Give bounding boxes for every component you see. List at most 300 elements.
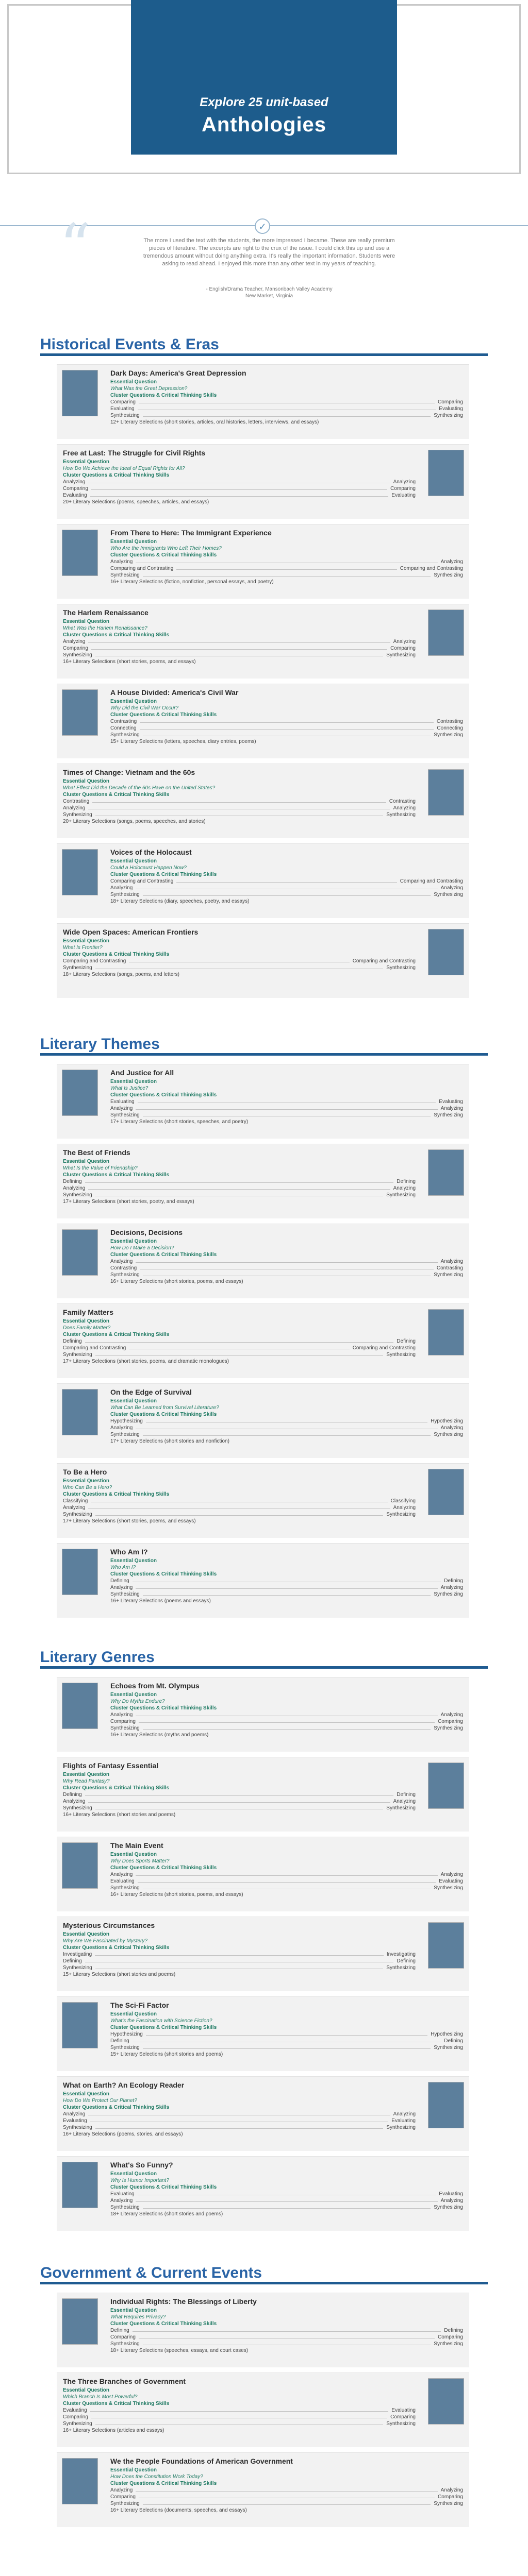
card-title: A House Divided: America's Civil War bbox=[110, 688, 239, 697]
essential-label: Essential Question bbox=[110, 379, 157, 385]
essential-question: What Is Frontier? bbox=[63, 945, 103, 951]
skill: Synthesizing bbox=[63, 1192, 92, 1198]
skill: Evaluating bbox=[439, 1099, 463, 1105]
skill: Analyzing bbox=[393, 1799, 416, 1804]
card-title: On the Edge of Survival bbox=[110, 1388, 192, 1396]
card-title: The Sci-Fi Factor bbox=[110, 2001, 169, 2009]
skill: Hypothesizing bbox=[431, 2031, 463, 2037]
skill: Defining bbox=[397, 1958, 416, 1964]
skill: Analyzing bbox=[63, 1185, 86, 1191]
skill: Synthesizing bbox=[110, 2205, 140, 2210]
skill: Analyzing bbox=[440, 1872, 463, 1877]
cluster-label: Cluster Questions & Critical Thinking Skills bbox=[63, 1945, 170, 1951]
skill: Evaluating bbox=[110, 1099, 135, 1105]
essential-label: Essential Question bbox=[63, 459, 110, 465]
skill: Comparing bbox=[438, 399, 463, 405]
anthology-card[interactable] bbox=[57, 1757, 469, 1832]
essential-label: Essential Question bbox=[63, 1772, 110, 1777]
anthology-card[interactable] bbox=[57, 2076, 469, 2151]
book-cover-image bbox=[428, 1922, 464, 1969]
skill: Comparing bbox=[110, 399, 136, 405]
essential-label: Essential Question bbox=[63, 619, 110, 624]
skill: Comparing bbox=[390, 2414, 416, 2420]
skill: Evaluating bbox=[391, 2408, 416, 2413]
cluster-label: Cluster Questions & Critical Thinking Skills bbox=[110, 712, 217, 718]
skill: Analyzing bbox=[63, 639, 86, 645]
card-title: The Best of Friends bbox=[63, 1148, 130, 1157]
selections: 15+ Literary Selections (short stories and poems) bbox=[110, 2052, 223, 2057]
skill: Defining bbox=[444, 1578, 463, 1584]
skill: Contrasting bbox=[110, 719, 137, 724]
anthology-card[interactable] bbox=[57, 843, 469, 918]
card-title: Flights of Fantasy Essential bbox=[63, 1761, 159, 1770]
skill: Defining bbox=[110, 2328, 129, 2333]
skill: Defining bbox=[63, 1179, 82, 1184]
skill: Connecting bbox=[110, 725, 137, 731]
card-title: Decisions, Decisions bbox=[110, 1228, 183, 1236]
section-rule bbox=[40, 353, 488, 356]
cluster-label: Cluster Questions & Critical Thinking Skills bbox=[110, 1092, 217, 1098]
cluster-label: Cluster Questions & Critical Thinking Skills bbox=[63, 792, 170, 798]
anthology-card[interactable] bbox=[57, 1996, 469, 2071]
card-title: Wide Open Spaces: American Frontiers bbox=[63, 928, 199, 936]
selections: 16+ Literary Selections (short stories and poems) bbox=[63, 1812, 176, 1818]
essential-label: Essential Question bbox=[63, 2387, 110, 2393]
book-cover-image bbox=[428, 929, 464, 975]
anthology-card[interactable] bbox=[57, 1677, 469, 1752]
skill: Contrasting bbox=[110, 1265, 137, 1271]
skill: Synthesizing bbox=[63, 1805, 92, 1811]
selections: 17+ Literary Selections (short stories, poems, and essays) bbox=[63, 1518, 196, 1524]
book-cover-image bbox=[62, 1229, 98, 1276]
selections: 16+ Literary Selections (short stories, poems, and essays) bbox=[63, 659, 196, 665]
book-cover-image bbox=[62, 1683, 98, 1729]
skill: Comparing and Contrasting bbox=[63, 1345, 126, 1351]
skill: Synthesizing bbox=[110, 2501, 140, 2506]
cluster-label: Cluster Questions & Critical Thinking Skills bbox=[63, 1785, 170, 1791]
essential-label: Essential Question bbox=[110, 699, 157, 704]
essential-question: What Is the Value of Friendship? bbox=[63, 1165, 138, 1171]
skill: Defining bbox=[63, 1958, 82, 1964]
skill: Synthesizing bbox=[434, 1591, 463, 1597]
skill: Synthesizing bbox=[110, 1432, 140, 1437]
anthology-card[interactable] bbox=[57, 1917, 469, 1991]
book-cover-image bbox=[62, 2458, 98, 2504]
skill: Analyzing bbox=[440, 1585, 463, 1590]
skill: Analyzing bbox=[110, 1712, 133, 1718]
card-title: Dark Days: America's Great Depression bbox=[110, 369, 246, 377]
skill: Synthesizing bbox=[434, 2045, 463, 2050]
skill: Analyzing bbox=[63, 1799, 86, 1804]
essential-question: Who Are the Immigrants Who Left Their Homes? bbox=[110, 546, 222, 551]
skill: Analyzing bbox=[440, 1259, 463, 1264]
skill: Comparing and Contrasting bbox=[352, 958, 416, 964]
skill: Analyzing bbox=[63, 479, 86, 485]
essential-question: Why Do Myths Endure? bbox=[110, 1699, 165, 1704]
skill: Analyzing bbox=[63, 805, 86, 811]
anthology-card[interactable] bbox=[57, 604, 469, 679]
essential-label: Essential Question bbox=[110, 1558, 157, 1564]
book-cover-image bbox=[428, 2378, 464, 2425]
skill: Synthesizing bbox=[63, 812, 92, 818]
skill: Synthesizing bbox=[110, 572, 140, 578]
skill: Analyzing bbox=[110, 1106, 133, 1111]
skill: Evaluating bbox=[439, 1878, 463, 1884]
card-title: The Three Branches of Government bbox=[63, 2377, 186, 2385]
anthology-card[interactable] bbox=[57, 1303, 469, 1378]
book-cover-image bbox=[428, 769, 464, 816]
skill: Defining bbox=[110, 2038, 129, 2044]
anthology-card[interactable] bbox=[57, 2372, 469, 2447]
book-cover-image bbox=[62, 849, 98, 895]
skill: Comparing bbox=[110, 2494, 136, 2500]
skill: Analyzing bbox=[393, 805, 416, 811]
skill: Analyzing bbox=[63, 2111, 86, 2117]
essential-label: Essential Question bbox=[63, 1318, 110, 1324]
essential-question: How Do We Protect Our Planet? bbox=[63, 2098, 137, 2104]
essential-question: Who Am I? bbox=[110, 1565, 136, 1570]
skill: Investigating bbox=[386, 1952, 416, 1957]
skill: Synthesizing bbox=[434, 732, 463, 738]
anthology-card[interactable] bbox=[57, 923, 469, 998]
skill: Synthesizing bbox=[386, 1965, 416, 1971]
card-title: Voices of the Holocaust bbox=[110, 848, 192, 856]
skill: Synthesizing bbox=[110, 1272, 140, 1278]
skill: Analyzing bbox=[393, 2111, 416, 2117]
skill: Evaluating bbox=[63, 493, 87, 498]
anthology-card[interactable] bbox=[57, 1837, 469, 1911]
essential-question: What Effect Did the Decade of the 60s Have on the United States? bbox=[63, 785, 216, 791]
selections: 17+ Literary Selections (short stories, poetry, and essays) bbox=[63, 1199, 194, 1205]
card-title: Times of Change: Vietnam and the 60s bbox=[63, 768, 195, 776]
card-title: We the People Foundations of American Government bbox=[110, 2457, 293, 2465]
skill: Synthesizing bbox=[434, 2501, 463, 2506]
anthology-card[interactable] bbox=[57, 1064, 469, 1139]
selections: 17+ Literary Selections (short stories, speeches, and poetry) bbox=[110, 1119, 249, 1125]
essential-question: Which Branch Is Most Powerful? bbox=[63, 2394, 138, 2400]
selections: 18+ Literary Selections (short stories and poems) bbox=[110, 2211, 223, 2217]
selections: 16+ Literary Selections (documents, speeches, and essays) bbox=[110, 2507, 247, 2513]
skill: Analyzing bbox=[440, 1712, 463, 1718]
skill: Defining bbox=[63, 1792, 82, 1798]
skill: Comparing bbox=[438, 2334, 463, 2340]
skill: Synthesizing bbox=[434, 2205, 463, 2210]
essential-label: Essential Question bbox=[110, 2467, 157, 2473]
essential-label: Essential Question bbox=[63, 778, 110, 784]
skill: Synthesizing bbox=[434, 892, 463, 897]
book-cover-image bbox=[62, 370, 98, 416]
card-title: Free at Last: The Struggle for Civil Rights bbox=[63, 449, 206, 457]
cluster-label: Cluster Questions & Critical Thinking Skills bbox=[110, 2184, 217, 2190]
skill: Synthesizing bbox=[63, 2421, 92, 2427]
book-cover-image bbox=[62, 2162, 98, 2208]
skill: Comparing bbox=[110, 1719, 136, 1724]
cluster-label: Cluster Questions & Critical Thinking Skills bbox=[110, 1705, 217, 1711]
skill: Evaluating bbox=[110, 1878, 135, 1884]
hero bbox=[0, 0, 528, 178]
hero-kicker: Explore 25 unit-based bbox=[200, 95, 328, 109]
essential-label: Essential Question bbox=[110, 1239, 157, 1244]
selections: 18+ Literary Selections (songs, poems, and letters) bbox=[63, 972, 179, 977]
skill: Synthesizing bbox=[434, 2341, 463, 2347]
skill: Hypothesizing bbox=[110, 2031, 143, 2037]
section-title: Literary Themes bbox=[40, 1036, 160, 1053]
skill: Analyzing bbox=[110, 1259, 133, 1264]
essential-label: Essential Question bbox=[110, 1852, 157, 1857]
cluster-label: Cluster Questions & Critical Thinking Skills bbox=[110, 1412, 217, 1417]
book-cover-image bbox=[62, 689, 98, 736]
anthology-card[interactable] bbox=[57, 524, 469, 599]
skill: Synthesizing bbox=[434, 1272, 463, 1278]
skill: Evaluating bbox=[63, 2118, 87, 2124]
anthology-card[interactable] bbox=[57, 2293, 469, 2367]
skill: Evaluating bbox=[110, 406, 135, 412]
skill: Contrasting bbox=[436, 719, 463, 724]
essential-question: What Requires Privacy? bbox=[110, 2314, 166, 2320]
skill: Comparing bbox=[110, 2334, 136, 2340]
skill: Synthesizing bbox=[434, 413, 463, 418]
selections: 16+ Literary Selections (fiction, nonfiction, personal essays, and poetry) bbox=[110, 579, 274, 585]
skill: Comparing bbox=[390, 646, 416, 651]
essential-label: Essential Question bbox=[63, 2091, 110, 2097]
skill: Analyzing bbox=[110, 1585, 133, 1590]
cluster-label: Cluster Questions & Critical Thinking Skills bbox=[63, 1492, 170, 1497]
selections: 16+ Literary Selections (short stories, poems, and essays) bbox=[110, 1892, 243, 1897]
skill: Evaluating bbox=[391, 2118, 416, 2124]
essential-question: Who Can Be a Hero? bbox=[63, 1485, 112, 1490]
skill: Synthesizing bbox=[63, 2125, 92, 2130]
cluster-label: Cluster Questions & Critical Thinking Skills bbox=[63, 1332, 170, 1337]
card-title: Individual Rights: The Blessings of Liberty bbox=[110, 2297, 257, 2306]
skill: Synthesizing bbox=[63, 1965, 92, 1971]
cluster-label: Cluster Questions & Critical Thinking Skills bbox=[63, 1172, 170, 1178]
skill: Defining bbox=[444, 2038, 463, 2044]
book-cover-image bbox=[62, 2298, 98, 2345]
skill: Defining bbox=[397, 1338, 416, 1344]
skill: Synthesizing bbox=[63, 652, 92, 658]
essential-question: Why Read Fantasy? bbox=[63, 1778, 110, 1784]
selections: 16+ Literary Selections (poems, stories, and essays) bbox=[63, 2131, 183, 2137]
book-cover-image bbox=[428, 609, 464, 656]
skill: Evaluating bbox=[110, 2191, 135, 2197]
essential-question: How Do We Achieve the Ideal of Equal Rights for All? bbox=[63, 466, 185, 471]
book-cover-image bbox=[62, 1549, 98, 1595]
cluster-label: Cluster Questions & Critical Thinking Skills bbox=[110, 1571, 217, 1577]
skill: Evaluating bbox=[391, 493, 416, 498]
essential-question: What Can Be Learned from Survival Literature? bbox=[110, 1405, 219, 1411]
essential-label: Essential Question bbox=[63, 938, 110, 944]
card-title: What on Earth? An Ecology Reader bbox=[63, 2081, 185, 2089]
skill: Synthesizing bbox=[386, 2421, 416, 2427]
skill: Comparing bbox=[438, 2494, 463, 2500]
essential-question: What Was the Great Depression? bbox=[110, 386, 188, 392]
skill: Analyzing bbox=[393, 479, 416, 485]
skill: Synthesizing bbox=[434, 1885, 463, 1891]
essential-label: Essential Question bbox=[110, 858, 157, 864]
skill: Analyzing bbox=[440, 1106, 463, 1111]
skill: Analyzing bbox=[393, 639, 416, 645]
section-rule bbox=[40, 1666, 488, 1669]
anthology-card[interactable] bbox=[57, 764, 469, 838]
card-title: The Harlem Renaissance bbox=[63, 608, 148, 617]
selections: 18+ Literary Selections (speeches, essays, and court cases) bbox=[110, 2348, 249, 2353]
selections: 16+ Literary Selections (poems and essays) bbox=[110, 1598, 211, 1604]
cluster-label: Cluster Questions & Critical Thinking Skills bbox=[110, 1252, 217, 1258]
skill: Synthesizing bbox=[386, 1352, 416, 1358]
section-title: Literary Genres bbox=[40, 1649, 155, 1666]
anthology-card[interactable] bbox=[57, 1463, 469, 1538]
book-cover-image bbox=[428, 1762, 464, 1809]
essential-question: How Does the Constitution Work Today? bbox=[110, 2474, 203, 2480]
skill: Analyzing bbox=[110, 2487, 133, 2493]
skill: Comparing bbox=[390, 486, 416, 492]
essential-label: Essential Question bbox=[110, 539, 157, 545]
skill: Synthesizing bbox=[386, 1512, 416, 1517]
testimonial-quote: The more I used the text with the students, the more impressed I became. These are really premium pieces of literature. The excerpts are right to the crux of the issue. I could click this up and use a tremendous amount without doing anything extra. It's really the important information. Students were asking to read ahead. I enjoyed this more than any other text in my years of teaching. bbox=[143, 238, 395, 267]
essential-question: Why Are We Fascinated by Mystery? bbox=[63, 1938, 147, 1944]
skill: Defining bbox=[444, 2328, 463, 2333]
skill: Comparing bbox=[63, 646, 88, 651]
skill: Comparing and Contrasting bbox=[63, 958, 126, 964]
anthology-card[interactable] bbox=[57, 1144, 469, 1218]
section-rule bbox=[40, 1053, 488, 1056]
anthology-card[interactable] bbox=[57, 2156, 469, 2231]
skill: Synthesizing bbox=[110, 2045, 140, 2050]
hero-banner bbox=[131, 0, 397, 155]
skill: Analyzing bbox=[63, 1505, 86, 1511]
skill: Defining bbox=[397, 1179, 416, 1184]
essential-label: Essential Question bbox=[110, 1398, 157, 1404]
skill: Contrasting bbox=[389, 799, 416, 804]
skill: Synthesizing bbox=[386, 812, 416, 818]
skill: Defining bbox=[397, 1792, 416, 1798]
selections: 15+ Literary Selections (letters, speeches, diary entries, poems) bbox=[110, 739, 256, 744]
essential-question: Why Is Humor Important? bbox=[110, 2178, 169, 2183]
cluster-label: Cluster Questions & Critical Thinking Skills bbox=[63, 952, 170, 957]
attribution-place: New Market, Virginia bbox=[245, 293, 293, 299]
anthology-card[interactable] bbox=[57, 2452, 469, 2527]
skill: Comparing and Contrasting bbox=[400, 566, 463, 571]
card-title: What's So Funny? bbox=[110, 2161, 173, 2169]
anthology-card[interactable] bbox=[57, 684, 469, 758]
cluster-label: Cluster Questions & Critical Thinking Skills bbox=[110, 2321, 217, 2327]
selections: 16+ Literary Selections (articles and essays) bbox=[63, 2428, 164, 2433]
anthology-card[interactable] bbox=[57, 364, 469, 439]
quote-mark-icon: “ bbox=[59, 211, 91, 283]
skill: Synthesizing bbox=[110, 732, 140, 738]
skill: Analyzing bbox=[393, 1185, 416, 1191]
selections: 15+ Literary Selections (short stories and poems) bbox=[63, 1972, 176, 1977]
selections: 17+ Literary Selections (short stories, poems, and dramatic monologues) bbox=[63, 1359, 229, 1364]
skill: Analyzing bbox=[440, 1425, 463, 1431]
skill: Synthesizing bbox=[63, 1352, 92, 1358]
essential-label: Essential Question bbox=[110, 1079, 157, 1084]
card-title: The Main Event bbox=[110, 1841, 163, 1850]
skill: Synthesizing bbox=[63, 965, 92, 971]
skill: Comparing and Contrasting bbox=[110, 566, 174, 571]
cluster-label: Cluster Questions & Critical Thinking Skills bbox=[110, 872, 217, 877]
skill: Connecting bbox=[437, 725, 463, 731]
section-title: Government & Current Events bbox=[40, 2264, 262, 2281]
selections: 20+ Literary Selections (poems, speeches, articles, and essays) bbox=[63, 499, 209, 505]
essential-question: What Was the Harlem Renaissance? bbox=[63, 625, 147, 631]
cluster-label: Cluster Questions & Critical Thinking Skills bbox=[110, 2481, 217, 2486]
book-cover-image bbox=[428, 1149, 464, 1196]
card-title: From There to Here: The Immigrant Experience bbox=[110, 529, 272, 537]
skill: Synthesizing bbox=[110, 2341, 140, 2347]
book-cover-image bbox=[62, 1070, 98, 1116]
book-cover-image bbox=[62, 530, 98, 576]
hero-title: Anthologies bbox=[201, 113, 327, 136]
skill: Synthesizing bbox=[110, 413, 140, 418]
book-cover-image bbox=[428, 450, 464, 496]
skill: Investigating bbox=[63, 1952, 92, 1957]
skill: Synthesizing bbox=[386, 652, 416, 658]
essential-label: Essential Question bbox=[110, 1692, 157, 1698]
cluster-label: Cluster Questions & Critical Thinking Skills bbox=[110, 552, 217, 558]
card-title: Mysterious Circumstances bbox=[63, 1921, 155, 1929]
attribution-name: - English/Drama Teacher, Mansonbach Valley Academy bbox=[206, 286, 333, 292]
skill: Analyzing bbox=[110, 885, 133, 891]
anthology-card[interactable] bbox=[57, 1224, 469, 1298]
anthology-card[interactable] bbox=[57, 444, 469, 519]
skill: Comparing and Contrasting bbox=[352, 1345, 416, 1351]
skill: Classifying bbox=[390, 1498, 416, 1504]
skill: Analyzing bbox=[393, 1505, 416, 1511]
anthology-card[interactable] bbox=[57, 1543, 469, 1618]
skill: Synthesizing bbox=[110, 892, 140, 897]
cluster-label: Cluster Questions & Critical Thinking Skills bbox=[63, 2105, 170, 2110]
card-title: To Be a Hero bbox=[63, 1468, 107, 1476]
skill: Synthesizing bbox=[434, 1725, 463, 1731]
skill: Hypothesizing bbox=[110, 1418, 143, 1424]
selections: 16+ Literary Selections (short stories, poems, and essays) bbox=[110, 1279, 243, 1284]
skill: Contrasting bbox=[63, 799, 90, 804]
essential-question: What's the Fascination with Science Fiction? bbox=[110, 2018, 212, 2024]
book-cover-image bbox=[428, 1309, 464, 1355]
testimonial-attribution bbox=[140, 286, 398, 299]
skill: Analyzing bbox=[110, 1872, 133, 1877]
skill: Comparing bbox=[63, 486, 88, 492]
essential-label: Essential Question bbox=[110, 2011, 157, 2017]
section-title: Historical Events & Eras bbox=[40, 336, 219, 353]
skill: Evaluating bbox=[439, 2191, 463, 2197]
anthology-card[interactable] bbox=[57, 1383, 469, 1458]
skill: Synthesizing bbox=[63, 1512, 92, 1517]
card-title: Echoes from Mt. Olympus bbox=[110, 1682, 200, 1690]
essential-question: Does Family Matter? bbox=[63, 1325, 111, 1331]
essential-label: Essential Question bbox=[63, 1931, 110, 1937]
skill: Synthesizing bbox=[386, 2125, 416, 2130]
card-title: And Justice for All bbox=[110, 1069, 174, 1077]
book-cover-image bbox=[62, 1389, 98, 1435]
cluster-label: Cluster Questions & Critical Thinking Skills bbox=[110, 2025, 217, 2030]
skill: Evaluating bbox=[439, 406, 463, 412]
skill: Comparing and Contrasting bbox=[400, 878, 463, 884]
selections: 16+ Literary Selections (myths and poems) bbox=[110, 1732, 209, 1738]
book-cover-image bbox=[428, 2082, 464, 2128]
skill: Analyzing bbox=[440, 559, 463, 565]
skill: Synthesizing bbox=[434, 1112, 463, 1118]
skill: Evaluating bbox=[63, 2408, 87, 2413]
essential-label: Essential Question bbox=[110, 2171, 157, 2177]
section-rule bbox=[40, 2282, 488, 2284]
essential-label: Essential Question bbox=[110, 2308, 157, 2313]
skill: Contrasting bbox=[436, 1265, 463, 1271]
skill: Synthesizing bbox=[434, 1432, 463, 1437]
skill: Synthesizing bbox=[110, 1112, 140, 1118]
essential-question: Could a Holocaust Happen Now? bbox=[110, 865, 187, 871]
